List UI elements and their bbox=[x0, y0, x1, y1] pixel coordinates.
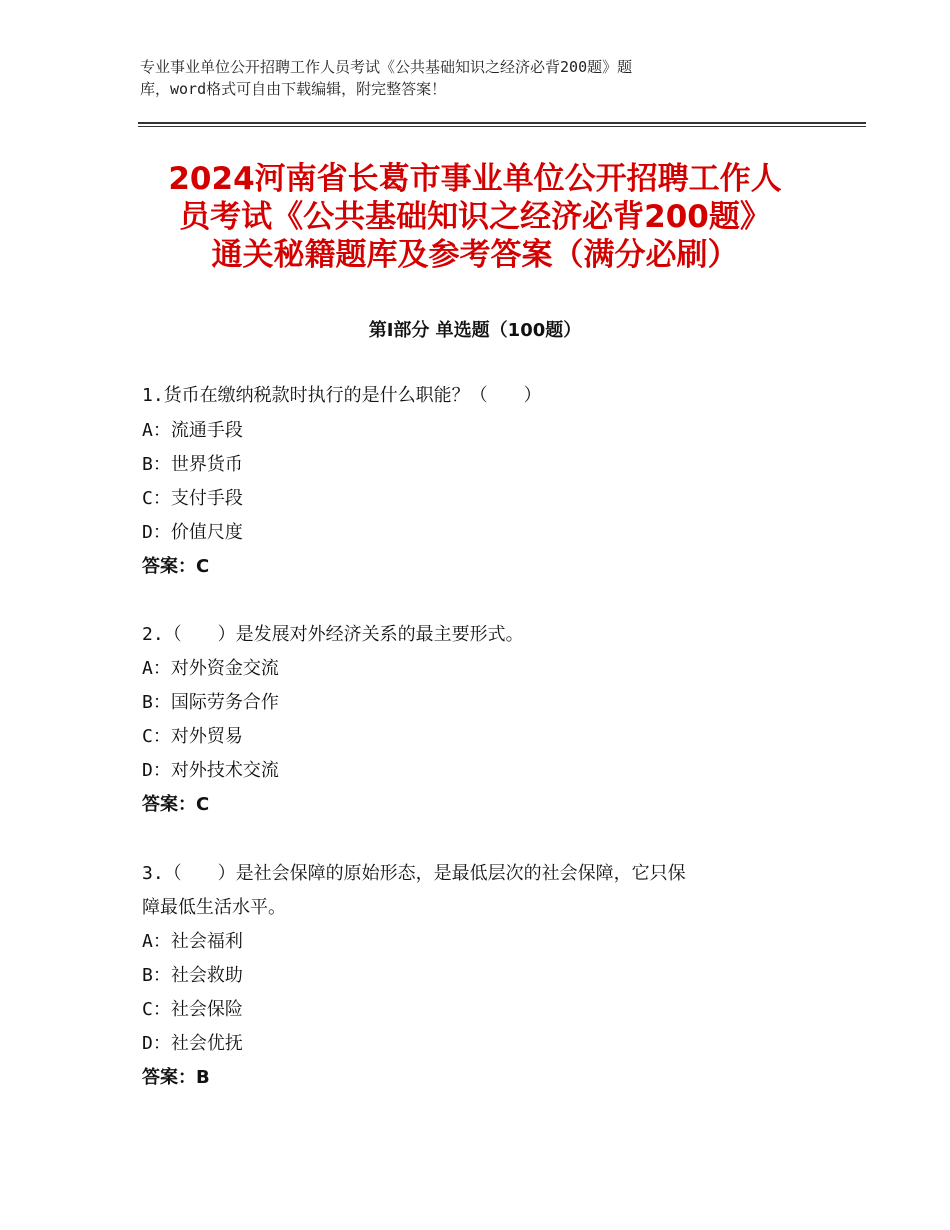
question-stem-continued: 障最低生活水平。 bbox=[142, 897, 286, 918]
header-rule-thick bbox=[138, 122, 866, 124]
option-b: B：世界货币 bbox=[142, 454, 243, 475]
title-line-2: 员考试《公共基础知识之经济必背200题》 bbox=[179, 199, 771, 235]
option-d: D：对外技术交流 bbox=[142, 760, 279, 781]
section-title: 第Ⅰ部分 单选题（100题） bbox=[368, 320, 582, 341]
document-title bbox=[120, 160, 830, 274]
header-note bbox=[140, 56, 790, 100]
question-stem: 2.（ ）是发展对外经济关系的最主要形式。 bbox=[142, 624, 524, 645]
answer: 答案：C bbox=[142, 794, 210, 815]
option-b: B：社会救助 bbox=[142, 965, 243, 986]
header-rule-thin bbox=[138, 126, 866, 127]
option-a: A：社会福利 bbox=[142, 931, 243, 952]
question-stem: 1.货币在缴纳税款时执行的是什么职能？（ ） bbox=[142, 385, 542, 406]
answer: 答案：B bbox=[142, 1067, 210, 1088]
answer: 答案：C bbox=[142, 556, 210, 577]
option-c: C：支付手段 bbox=[142, 488, 243, 509]
title-line-3: 通关秘籍题库及参考答案（满分必刷） bbox=[211, 237, 739, 273]
option-c: C：对外贸易 bbox=[142, 726, 243, 747]
option-a: A：对外资金交流 bbox=[142, 658, 279, 679]
option-c: C：社会保险 bbox=[142, 999, 243, 1020]
option-a: A：流通手段 bbox=[142, 420, 243, 441]
title-line-1: 2024河南省长葛市事业单位公开招聘工作人 bbox=[168, 161, 782, 197]
header-note-line-2: 库，word格式可自由下载编辑，附完整答案！ bbox=[140, 80, 447, 98]
header-note-line-1: 专业事业单位公开招聘工作人员考试《公共基础知识之经济必背200题》题 bbox=[140, 58, 633, 76]
option-d: D：价值尺度 bbox=[142, 522, 243, 543]
option-d: D：社会优抚 bbox=[142, 1033, 243, 1054]
option-b: B：国际劳务合作 bbox=[142, 692, 279, 713]
question-stem: 3.（ ）是社会保障的原始形态，是最低层次的社会保障，它只保 bbox=[142, 863, 686, 884]
